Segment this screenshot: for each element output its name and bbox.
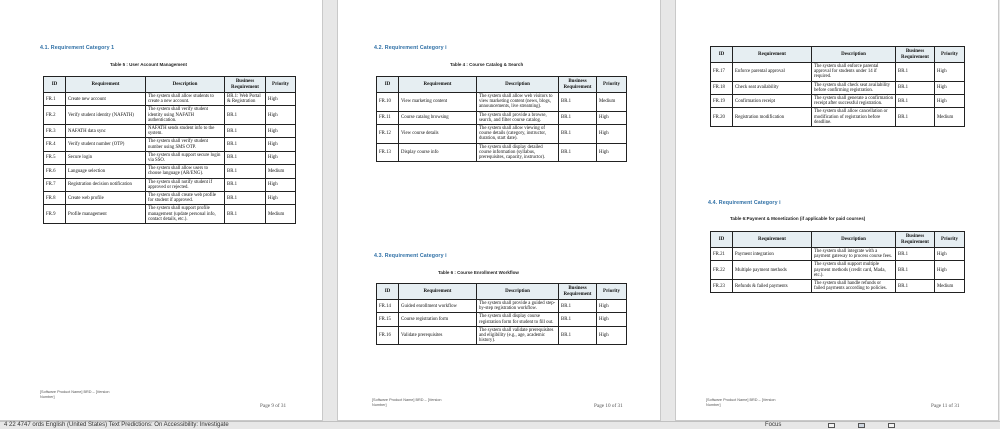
table-row bbox=[44, 192, 296, 205]
column-header: Business Requirement bbox=[896, 47, 935, 63]
description-cell: The system shall provide a browse, search, and filter course catalog. bbox=[477, 111, 559, 124]
priority-cell: High bbox=[597, 111, 627, 124]
table-caption: Table 4 : Course Catalog & Search bbox=[450, 62, 524, 67]
table-row bbox=[711, 81, 965, 94]
business-requirement-cell: BR.1: Web Portal & Registration bbox=[225, 93, 266, 106]
table-row bbox=[711, 108, 965, 127]
id-cell: FR.20 bbox=[711, 108, 733, 127]
id-cell: FR.8 bbox=[44, 192, 66, 205]
priority-cell: High bbox=[266, 178, 296, 191]
priority-cell: Medium bbox=[266, 205, 296, 224]
requirement-cell: Payment integration bbox=[733, 248, 812, 261]
business-requirement-cell: BR.1 bbox=[225, 178, 266, 191]
column-header: Priority bbox=[597, 284, 627, 300]
document-page bbox=[0, 0, 322, 420]
description-cell: The system shall support secure login via SSO. bbox=[146, 151, 225, 164]
table-row bbox=[44, 165, 296, 178]
business-requirement-cell: BR.1 bbox=[225, 165, 266, 178]
id-cell: FR.18 bbox=[711, 81, 733, 94]
id-cell: FR.16 bbox=[377, 326, 399, 345]
column-header: Requirement bbox=[733, 232, 812, 248]
section-heading: 4.4. Requirement Category i bbox=[708, 200, 781, 206]
id-cell: FR.10 bbox=[377, 93, 399, 112]
business-requirement-cell: BR.1 bbox=[559, 326, 597, 345]
table-row bbox=[44, 138, 296, 151]
description-cell: The system shall validate prerequisites and eligibility (e.g., age, academic history). bbox=[477, 326, 559, 345]
page-footer: [Software Product Name] BRD – [Version Number] bbox=[40, 390, 110, 399]
requirements-table bbox=[376, 283, 627, 345]
priority-cell: High bbox=[266, 106, 296, 125]
description-cell: The system shall integrate with a payment gateway to process course fees. bbox=[812, 248, 896, 261]
table-header-row bbox=[377, 77, 627, 93]
description-cell: The system shall generate a confirmation receipt after successful registration. bbox=[812, 95, 896, 108]
description-cell: The system shall allow web visitors to view marketing content (news, blogs, announcements, live streaming). bbox=[477, 93, 559, 112]
priority-cell: Medium bbox=[266, 165, 296, 178]
business-requirement-cell: BR.1 bbox=[896, 280, 935, 293]
id-cell: FR.21 bbox=[711, 248, 733, 261]
column-header: Priority bbox=[266, 77, 296, 93]
table-row bbox=[44, 106, 296, 125]
business-requirement-cell: BR.1 bbox=[225, 106, 266, 125]
column-header: Priority bbox=[935, 47, 965, 63]
table-row bbox=[44, 93, 296, 106]
table-row bbox=[377, 313, 627, 326]
priority-cell: High bbox=[935, 248, 965, 261]
priority-cell: High bbox=[597, 326, 627, 345]
requirements-table bbox=[376, 76, 627, 162]
priority-cell: High bbox=[597, 300, 627, 313]
priority-cell: High bbox=[266, 138, 296, 151]
column-header: Description bbox=[812, 232, 896, 248]
business-requirement-cell: BR.1 bbox=[896, 108, 935, 127]
business-requirement-cell: BR.1 bbox=[896, 81, 935, 94]
id-cell: FR.1 bbox=[44, 93, 66, 106]
id-cell: FR.22 bbox=[711, 261, 733, 280]
section-heading: 4.3. Requirement Category i bbox=[374, 253, 447, 259]
business-requirement-cell: BR.1 bbox=[225, 205, 266, 224]
table-row bbox=[377, 111, 627, 124]
description-cell: The system shall provide a guided step-by-step registration workflow. bbox=[477, 300, 559, 313]
requirement-cell: Guided enrollment workflow bbox=[399, 300, 477, 313]
description-cell: The system shall support multiple payment methods (credit card, Mada, etc.). bbox=[812, 261, 896, 280]
priority-cell: High bbox=[266, 93, 296, 106]
table-caption: Table 5 : User Account Management bbox=[110, 62, 188, 67]
requirements-table bbox=[710, 231, 965, 293]
column-header: Business Requirement bbox=[896, 232, 935, 248]
document-page bbox=[338, 0, 660, 420]
priority-cell: High bbox=[597, 125, 627, 144]
business-requirement-cell: BR.1 bbox=[225, 192, 266, 205]
business-requirement-cell: BR.1 bbox=[559, 313, 597, 326]
business-requirement-cell: BR.1 bbox=[559, 93, 597, 112]
description-cell: The system shall allow viewing of course details (category, instructor, duration, start date). bbox=[477, 125, 559, 144]
priority-cell: Medium bbox=[935, 108, 965, 127]
id-cell: FR.14 bbox=[377, 300, 399, 313]
id-cell: FR.17 bbox=[711, 63, 733, 82]
page-number: Page 10 of 31 bbox=[594, 403, 623, 409]
requirement-cell: Course registration form bbox=[399, 313, 477, 326]
business-requirement-cell: BR.1 bbox=[896, 248, 935, 261]
requirements-table bbox=[710, 46, 965, 127]
id-cell: FR.12 bbox=[377, 125, 399, 144]
business-requirement-cell: BR.1 bbox=[896, 95, 935, 108]
requirement-cell: Registration modification bbox=[733, 108, 812, 127]
requirement-cell: Create new account bbox=[66, 93, 146, 106]
column-header: Requirement bbox=[66, 77, 146, 93]
table-row bbox=[44, 178, 296, 191]
description-cell: The system shall verify student identity using NAFATH authentication. bbox=[146, 106, 225, 125]
table-caption: Table 6:Payment & Monetization (if applicable for paid courses) bbox=[730, 216, 866, 221]
description-cell: The system shall create web profile for student if approved. bbox=[146, 192, 225, 205]
id-cell: FR.15 bbox=[377, 313, 399, 326]
table-row bbox=[711, 95, 965, 108]
description-cell: The system shall allow users to choose language (AR/ENG). bbox=[146, 165, 225, 178]
focus-mode-button[interactable]: Focus bbox=[765, 422, 782, 428]
table-header-row bbox=[711, 232, 965, 248]
requirement-cell: Display course info bbox=[399, 143, 477, 162]
table-caption: Table 6 : Course Enrollment Workflow bbox=[438, 270, 519, 275]
priority-cell: High bbox=[935, 81, 965, 94]
column-header: ID bbox=[711, 232, 733, 248]
description-cell: The system shall allow cancellation or modification of registration before deadline. bbox=[812, 108, 896, 127]
priority-cell: Medium bbox=[597, 93, 627, 112]
priority-cell: High bbox=[935, 261, 965, 280]
id-cell: FR.6 bbox=[44, 165, 66, 178]
description-cell: NAFATH sends student info to the system. bbox=[146, 125, 225, 138]
requirement-cell: Create web profile bbox=[66, 192, 146, 205]
id-cell: FR.9 bbox=[44, 205, 66, 224]
column-header: ID bbox=[44, 77, 66, 93]
section-heading: 4.1. Requirement Category 1 bbox=[40, 45, 115, 51]
table-row bbox=[711, 248, 965, 261]
business-requirement-cell: BR.1 bbox=[225, 151, 266, 164]
column-header: ID bbox=[377, 284, 399, 300]
business-requirement-cell: BR.1 bbox=[559, 300, 597, 313]
business-requirement-cell: BR.1 bbox=[559, 125, 597, 144]
web-layout-icon[interactable] bbox=[888, 423, 895, 428]
table-header-row bbox=[711, 47, 965, 63]
requirement-cell: Validate prerequisites bbox=[399, 326, 477, 345]
column-header: Requirement bbox=[399, 77, 477, 93]
description-cell: The system shall notify student if approved or rejected. bbox=[146, 178, 225, 191]
description-cell: The system shall support profile management (update personal info, contact details, etc.). bbox=[146, 205, 225, 224]
column-header: Business Requirement bbox=[559, 77, 597, 93]
column-header: ID bbox=[711, 47, 733, 63]
column-header: Priority bbox=[597, 77, 627, 93]
id-cell: FR.13 bbox=[377, 143, 399, 162]
column-header: Business Requirement bbox=[559, 284, 597, 300]
requirement-cell: Refunds & failed payments bbox=[733, 280, 812, 293]
table-row bbox=[377, 326, 627, 345]
column-header: Description bbox=[146, 77, 225, 93]
page-footer: [Software Product Name] BRD – [Version Number] bbox=[706, 398, 776, 407]
business-requirement-cell: BR.1 bbox=[225, 125, 266, 138]
read-mode-icon[interactable] bbox=[828, 423, 835, 428]
business-requirement-cell: BR.1 bbox=[559, 143, 597, 162]
table-row bbox=[711, 280, 965, 293]
description-cell: The system shall handle refunds or failed payments according to policies. bbox=[812, 280, 896, 293]
column-header: Description bbox=[812, 47, 896, 63]
description-cell: The system shall check seat availability before confirming registration. bbox=[812, 81, 896, 94]
status-text: 4 22 4747 ords English (United States) Text Predictions: On Accessibility: Investigate bbox=[4, 422, 229, 428]
priority-cell: High bbox=[266, 125, 296, 138]
priority-cell: Medium bbox=[935, 280, 965, 293]
table-row bbox=[44, 125, 296, 138]
business-requirement-cell: BR.1 bbox=[559, 111, 597, 124]
requirement-cell: Confirmation receipt bbox=[733, 95, 812, 108]
description-cell: The system shall display detailed course information (syllabus, prerequisites, capacity, instructor). bbox=[477, 143, 559, 162]
requirement-cell: Profile management bbox=[66, 205, 146, 224]
priority-cell: High bbox=[597, 143, 627, 162]
table-row bbox=[711, 63, 965, 82]
description-cell: The system shall enforce parental approval for students under 14 if required. bbox=[812, 63, 896, 82]
column-header: Description bbox=[477, 77, 559, 93]
section-heading: 4.2. Requirement Category i bbox=[374, 45, 447, 51]
document-page bbox=[676, 0, 998, 420]
id-cell: FR.4 bbox=[44, 138, 66, 151]
column-header: Business Requirement bbox=[225, 77, 266, 93]
id-cell: FR.7 bbox=[44, 178, 66, 191]
page-number: Page 9 of 31 bbox=[260, 403, 287, 409]
table-row bbox=[377, 143, 627, 162]
description-cell: The system shall allow students to create a new account. bbox=[146, 93, 225, 106]
page-footer: [Software Product Name] BRD – [Version Number] bbox=[372, 398, 442, 407]
requirement-cell: Check seat availability bbox=[733, 81, 812, 94]
priority-cell: High bbox=[266, 192, 296, 205]
id-cell: FR.5 bbox=[44, 151, 66, 164]
table-row bbox=[44, 151, 296, 164]
id-cell: FR.2 bbox=[44, 106, 66, 125]
id-cell: FR.3 bbox=[44, 125, 66, 138]
page-number: Page 11 of 31 bbox=[931, 403, 960, 409]
priority-cell: High bbox=[935, 63, 965, 82]
column-header: Requirement bbox=[733, 47, 812, 63]
description-cell: The system shall verify student number using SMS OTP. bbox=[146, 138, 225, 151]
table-row bbox=[711, 261, 965, 280]
priority-cell: High bbox=[597, 313, 627, 326]
column-header: Priority bbox=[935, 232, 965, 248]
business-requirement-cell: BR.1 bbox=[896, 261, 935, 280]
table-row bbox=[377, 300, 627, 313]
print-layout-icon[interactable] bbox=[858, 423, 865, 428]
requirement-cell: View marketing content bbox=[399, 93, 477, 112]
column-header: Description bbox=[477, 284, 559, 300]
table-row bbox=[377, 93, 627, 112]
description-cell: The system shall display course registration form for student to fill out. bbox=[477, 313, 559, 326]
priority-cell: High bbox=[935, 95, 965, 108]
table-header-row bbox=[377, 284, 627, 300]
id-cell: FR.11 bbox=[377, 111, 399, 124]
requirement-cell: Course catalog browsing bbox=[399, 111, 477, 124]
requirement-cell: Language selection bbox=[66, 165, 146, 178]
requirement-cell: NAFATH data sync bbox=[66, 125, 146, 138]
table-row bbox=[377, 125, 627, 144]
id-cell: FR.23 bbox=[711, 280, 733, 293]
requirement-cell: Verify student number (OTP) bbox=[66, 138, 146, 151]
column-header: Requirement bbox=[399, 284, 477, 300]
column-header: ID bbox=[377, 77, 399, 93]
requirements-table bbox=[43, 76, 296, 224]
requirement-cell: Enforce parental approval bbox=[733, 63, 812, 82]
requirement-cell: Registration decision notification bbox=[66, 178, 146, 191]
requirement-cell: Multiple payment methods bbox=[733, 261, 812, 280]
business-requirement-cell: BR.1 bbox=[225, 138, 266, 151]
priority-cell: High bbox=[266, 151, 296, 164]
table-row bbox=[44, 205, 296, 224]
business-requirement-cell: BR.1 bbox=[896, 63, 935, 82]
table-header-row bbox=[44, 77, 296, 93]
requirement-cell: Secure login bbox=[66, 151, 146, 164]
id-cell: FR.19 bbox=[711, 95, 733, 108]
requirement-cell: View course details bbox=[399, 125, 477, 144]
requirement-cell: Verify student identity (NAFATH) bbox=[66, 106, 146, 125]
